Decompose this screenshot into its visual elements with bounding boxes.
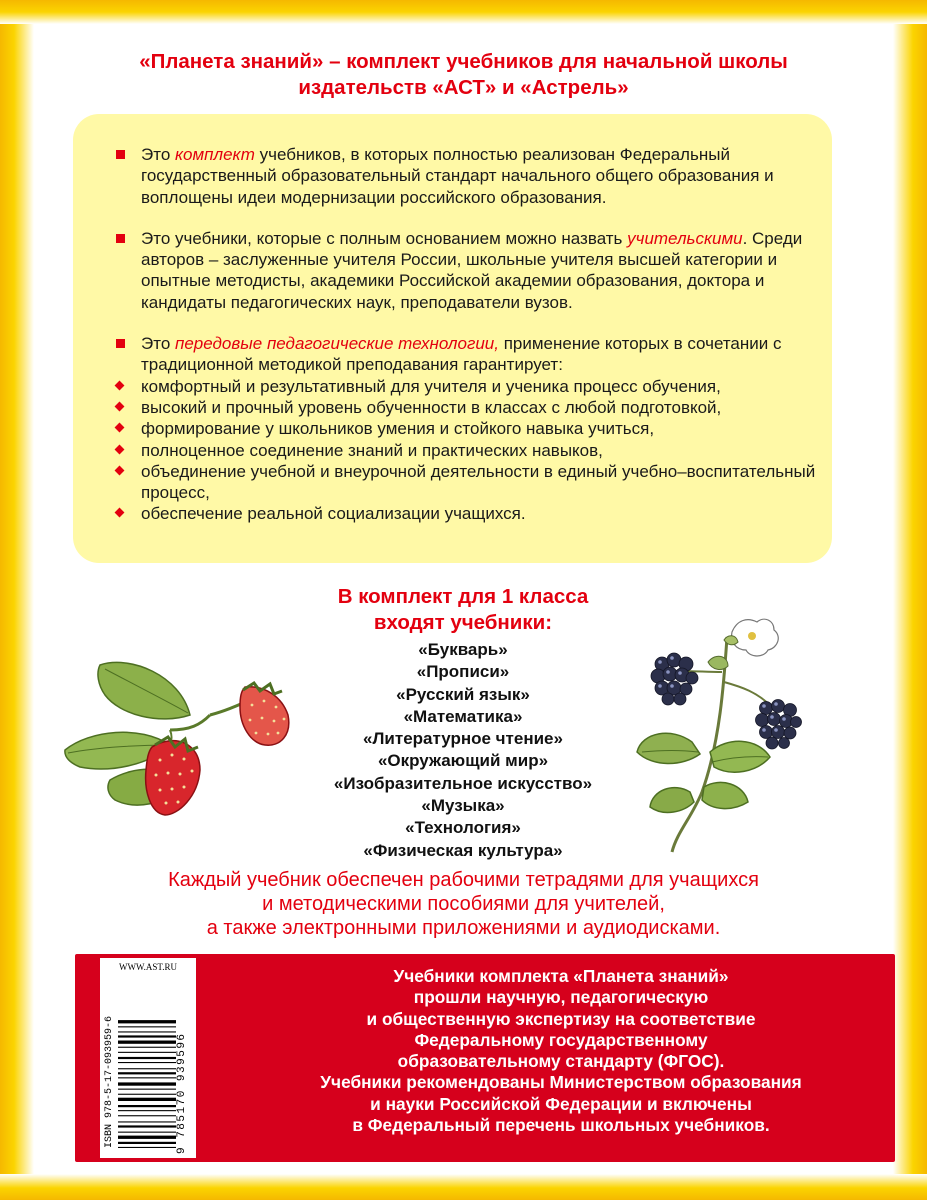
book-title: «Русский язык» <box>396 684 530 704</box>
barcode-bar <box>118 1035 176 1037</box>
barcode-bar <box>118 1041 176 1044</box>
cover-title <box>60 49 867 101</box>
barcode-bars <box>118 982 176 1148</box>
expertise-line: и науки Российской Федерации и включены <box>370 1093 752 1114</box>
barcode-bar <box>118 1026 176 1027</box>
barcode-bar <box>118 1020 176 1023</box>
highlighted-word: комплект <box>175 145 255 164</box>
square-bullet-icon <box>116 150 125 159</box>
book-title: «Технология» <box>405 818 521 838</box>
book-title: «Букварь» <box>418 640 508 659</box>
highlighted-word: передовые педагогические технологии, <box>175 334 499 354</box>
paragraph-text: Это <box>141 334 175 354</box>
list-item <box>115 397 820 418</box>
paragraph-text: Это <box>141 145 175 164</box>
diamond-bullet-icon <box>115 423 125 433</box>
isbn-number: ISBN 978-5-17-093959-6 <box>104 1015 115 1148</box>
feature-paragraph <box>115 144 820 208</box>
barcode-bar <box>118 1031 176 1032</box>
expertise-line: прошли научную, педагогическую <box>413 987 709 1008</box>
barcode-bar <box>118 1125 176 1127</box>
diamond-bullet-icon <box>115 402 125 412</box>
barcode-bar <box>118 1098 176 1101</box>
barcode-bar <box>118 1062 176 1063</box>
list-item <box>115 376 820 397</box>
title-line-2: издательств «АСТ» и «Астрель» <box>298 76 629 99</box>
paragraph-text: учебников, в которых полностью реализован Федеральный государственный образовательный стандарт начального общего образования и воплощены идеи модернизации российского образования. <box>141 145 774 207</box>
barcode-bar <box>118 1068 176 1069</box>
barcode-bar <box>118 1136 176 1139</box>
publisher-url: WWW.AST.RU <box>119 962 177 972</box>
expertise-line: Учебники комплекта «Планета знаний» <box>393 966 729 986</box>
list-item-text: объединение учебной и внеурочной деятельности в единый учебно–воспитательный процесс, <box>141 461 816 503</box>
expertise-line: Федеральному государственному <box>414 1029 708 1050</box>
barcode-bar <box>118 1121 176 1122</box>
list-item <box>115 440 820 461</box>
feature-paragraph <box>115 228 820 313</box>
list-item-text: обеспечение реальной социализации учащихся. <box>141 504 526 524</box>
expertise-text <box>226 966 896 1136</box>
barcode-bar <box>118 1115 176 1116</box>
expertise-line: и общественную экспертизу на соответствие <box>366 1008 756 1029</box>
note-line-3: а также электронными приложениями и аудиодисками. <box>206 917 721 939</box>
books-list <box>263 639 663 862</box>
list-item-text: высокий и прочный уровень обученности в классах с любой подготовкой, <box>141 397 722 417</box>
diamond-bullet-icon <box>115 444 125 454</box>
highlighted-word: учительскими <box>627 228 743 248</box>
barcode-bar <box>118 1077 176 1078</box>
list-item <box>115 461 820 504</box>
title-line-1: «Планета знаний» – комплект учебников для начальной школы <box>139 50 788 73</box>
heading-line-1: В комплект для 1 класса <box>337 585 589 608</box>
diamond-bullet-icon <box>115 380 125 390</box>
list-item <box>115 418 820 439</box>
diamond-bullet-icon <box>115 508 125 518</box>
book-title: «Музыка» <box>421 796 505 816</box>
book-title: «Изобразительное искусство» <box>333 773 593 793</box>
barcode-bar <box>118 1142 176 1144</box>
square-bullet-icon <box>116 339 125 348</box>
expertise-line: в Федеральный перечень школьных учебников. <box>352 1115 770 1136</box>
included-heading <box>263 584 663 636</box>
paragraph-text: применение которых в сочетании с традиционной методикой преподавания гарантирует: <box>141 334 782 375</box>
square-bullet-icon <box>116 234 125 243</box>
book-title: «Физическая культура» <box>363 840 563 860</box>
expertise-line: образовательному стандарту (ФГОС). <box>397 1051 725 1072</box>
book-title: «Литературное чтение» <box>363 729 563 749</box>
note-line-1: Каждый учебник обеспечен рабочими тетрадями для учащихся <box>168 869 759 891</box>
paragraph-text: Это учебники, которые с полным основанием можно назвать <box>141 228 628 248</box>
expertise-line: Учебники рекомендованы Министерством образования <box>320 1072 802 1093</box>
book-title: «Окружающий мир» <box>377 751 549 771</box>
list-item-text: формирование у школьников умения и стойкого навыка учиться, <box>141 419 655 439</box>
barcode-bar <box>118 1072 176 1074</box>
feature-paragraph <box>115 333 820 376</box>
barcode-bar <box>118 1105 176 1107</box>
barcode-bar <box>118 1047 176 1048</box>
barcode-bar <box>118 1094 176 1095</box>
note-line-2: и методическими пособиями для учителей, <box>262 893 665 915</box>
supplement-note <box>60 868 867 940</box>
list-item-text: полноценное соединение знаний и практических навыков, <box>141 440 603 460</box>
diamond-bullet-icon <box>115 465 125 475</box>
barcode-bar <box>118 1057 176 1059</box>
barcode-bar <box>118 1089 176 1090</box>
book-title: «Математика» <box>403 706 523 726</box>
barcode-bar <box>118 1147 176 1148</box>
barcode-bar <box>118 1132 176 1133</box>
barcode-bar <box>118 1052 176 1053</box>
list-item <box>115 503 820 524</box>
barcode-block <box>102 976 194 1154</box>
barcode-bar <box>118 1110 176 1111</box>
features-text <box>115 144 820 525</box>
barcode-digits: 9 785170 939596 <box>176 1032 188 1154</box>
isbn-barcode <box>100 958 196 1158</box>
heading-line-2: входят учебники: <box>373 611 553 634</box>
paragraph-text: . Среди авторов – заслуженные учителя России, школьные учителя высшей категории и опытные методисты, академики Российской академии образования, доктора и кандидаты педагогических наук, преподаватели вузов. <box>141 228 803 312</box>
book-title: «Прописи» <box>416 662 510 682</box>
barcode-bar <box>118 1082 176 1085</box>
list-item-text: комфортный и результативный для учителя и ученика процесс обучения, <box>141 376 721 396</box>
